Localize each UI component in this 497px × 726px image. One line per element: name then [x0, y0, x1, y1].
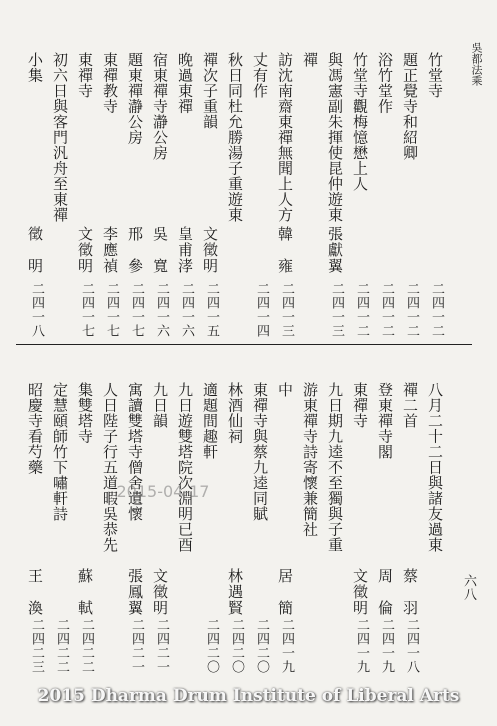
date-watermark: 2015-04-17 — [116, 482, 210, 501]
upper-entry-title: 竹堂寺觀梅憶懋上人 — [351, 52, 369, 192]
lower-entry-title: 適題間趣軒 — [201, 382, 219, 460]
upper-entry-title: 丈有作 — [251, 52, 269, 99]
lower-entry-author: 居 簡 — [276, 568, 294, 616]
lower-entry-author: 蘇 軾 — [76, 568, 94, 616]
upper-entry-title: 晚過東禪 — [176, 52, 194, 114]
lower-entry-page: 二四一九 — [379, 618, 394, 674]
upper-entry-page: 二四一二 — [404, 282, 419, 338]
lower-entry-author: 張鳳翼 — [126, 568, 144, 616]
upper-entry-title: 題正覺寺和紹卿 — [401, 52, 419, 161]
lower-entry-title: 游東禪寺詩寄懷兼簡社 — [301, 382, 319, 537]
lower-entry-page: 二四二二 — [54, 618, 69, 674]
upper-entry-title: 禪 — [301, 52, 319, 68]
upper-entry-author: 文徵明 — [76, 226, 94, 274]
lower-entry-title: 昭慶寺看芍藥 — [26, 382, 44, 475]
upper-entry-page: 二四一三 — [279, 282, 294, 338]
upper-entry-page: 二四一四 — [254, 282, 269, 338]
lower-entry-author: 林遇賢 — [226, 568, 244, 616]
page-number: 六八 — [461, 574, 476, 601]
section-divider — [16, 344, 472, 345]
lower-entry-author: 文徵明 — [151, 568, 169, 616]
lower-entry-page: 二四二二 — [79, 618, 94, 674]
book-title: 吳都法乘 — [470, 42, 483, 86]
lower-entry-title: 九日遊雙塔院次淵明已酉 — [176, 382, 194, 553]
upper-entry-page: 二四一八 — [29, 282, 44, 338]
upper-entry-title: 禪次子重韻 — [201, 52, 219, 130]
lower-entry-author: 文徵明 — [351, 568, 369, 616]
upper-entry-title: 與馮憲副朱揮使昆仲遊東 — [326, 52, 344, 223]
lower-entry-title: 東禪寺與蔡九逵同賦 — [251, 382, 269, 522]
lower-entry-title: 林酒仙祠 — [226, 382, 244, 444]
lower-entry-title: 登東禪寺閣 — [376, 382, 394, 460]
upper-entry-title: 小集 — [26, 52, 44, 83]
lower-entry-page: 二四二〇 — [229, 618, 244, 674]
upper-entry-title: 竹堂寺 — [426, 52, 444, 99]
upper-entry-author: 張獻翼 — [326, 226, 344, 274]
lower-entry-title: 寓讀雙塔寺僧舍遺懷 — [126, 382, 144, 522]
lower-entry-title: 九日期九逵不至獨與子重 — [326, 382, 344, 553]
upper-entry-author: 邢 參 — [126, 226, 144, 274]
upper-entry-author: 韓 雍 — [276, 226, 294, 274]
lower-entry-page: 二四一八 — [404, 618, 419, 674]
upper-entry-page: 二四一二 — [354, 282, 369, 338]
footer-watermark: 2015 Dharma Drum Institute of Liberal Arts — [37, 686, 460, 706]
upper-entry-title: 東禪教寺 — [101, 52, 119, 114]
lower-entry-title: 人日陛子行五道暇吳恭先 — [101, 382, 119, 553]
upper-entry-title: 初六日與客門汎舟至東禪 — [51, 52, 69, 223]
upper-entry-title: 東禪寺 — [76, 52, 94, 99]
lower-entry-page: 二四二三 — [29, 618, 44, 674]
lower-entry-page: 二四一九 — [354, 618, 369, 674]
upper-entry-page: 二四一二 — [429, 282, 444, 338]
lower-entry-title: 禪二首 — [401, 382, 419, 429]
lower-entry-page: 二四一九 — [279, 618, 294, 674]
upper-entry-title: 題東禪瀞公房 — [126, 52, 144, 145]
lower-entry-title: 中 — [276, 382, 294, 398]
lower-entry-page: 二四二〇 — [204, 618, 219, 674]
upper-entry-page: 二四一三 — [329, 282, 344, 338]
upper-entry-page: 二四一七 — [104, 282, 119, 338]
upper-entry-title: 宿東禪寺瀞公房 — [151, 52, 169, 161]
upper-entry-page: 二四一二 — [379, 282, 394, 338]
upper-entry-author: 徵 明 — [26, 226, 44, 274]
upper-entry-page: 二四一六 — [154, 282, 169, 338]
upper-entry-title: 訪沈南齋東禪無聞上人方 — [276, 52, 294, 223]
lower-entry-title: 東禪寺 — [351, 382, 369, 429]
upper-entry-page: 二四一七 — [79, 282, 94, 338]
lower-entry-page: 二四二一 — [154, 618, 169, 674]
upper-entry-title: 浴竹堂作 — [376, 52, 394, 114]
lower-entry-author: 蔡 羽 — [401, 568, 419, 616]
upper-entry-author: 皇甫涍 — [176, 226, 194, 274]
upper-entry-page: 二四一五 — [204, 282, 219, 338]
upper-entry-title: 秋日同杜允勝湯子重遊東 — [226, 52, 244, 223]
lower-entry-page: 二四二〇 — [254, 618, 269, 674]
upper-entry-author: 文徵明 — [201, 226, 219, 274]
lower-entry-page: 二四二一 — [129, 618, 144, 674]
lower-entry-title: 定慧頤師竹下嘯軒詩 — [51, 382, 69, 522]
lower-entry-author: 王 渙 — [26, 568, 44, 616]
lower-entry-title: 集雙塔寺 — [76, 382, 94, 444]
lower-entry-author: 周 倫 — [376, 568, 394, 616]
upper-entry-author: 李應禎 — [101, 226, 119, 274]
lower-entry-title: 八月二十二日與諸友過東 — [426, 382, 444, 553]
upper-entry-author: 吳 寬 — [151, 226, 169, 274]
upper-entry-page: 二四一七 — [129, 282, 144, 338]
upper-entry-page: 二四一六 — [179, 282, 194, 338]
lower-entry-title: 九日韻 — [151, 382, 169, 429]
